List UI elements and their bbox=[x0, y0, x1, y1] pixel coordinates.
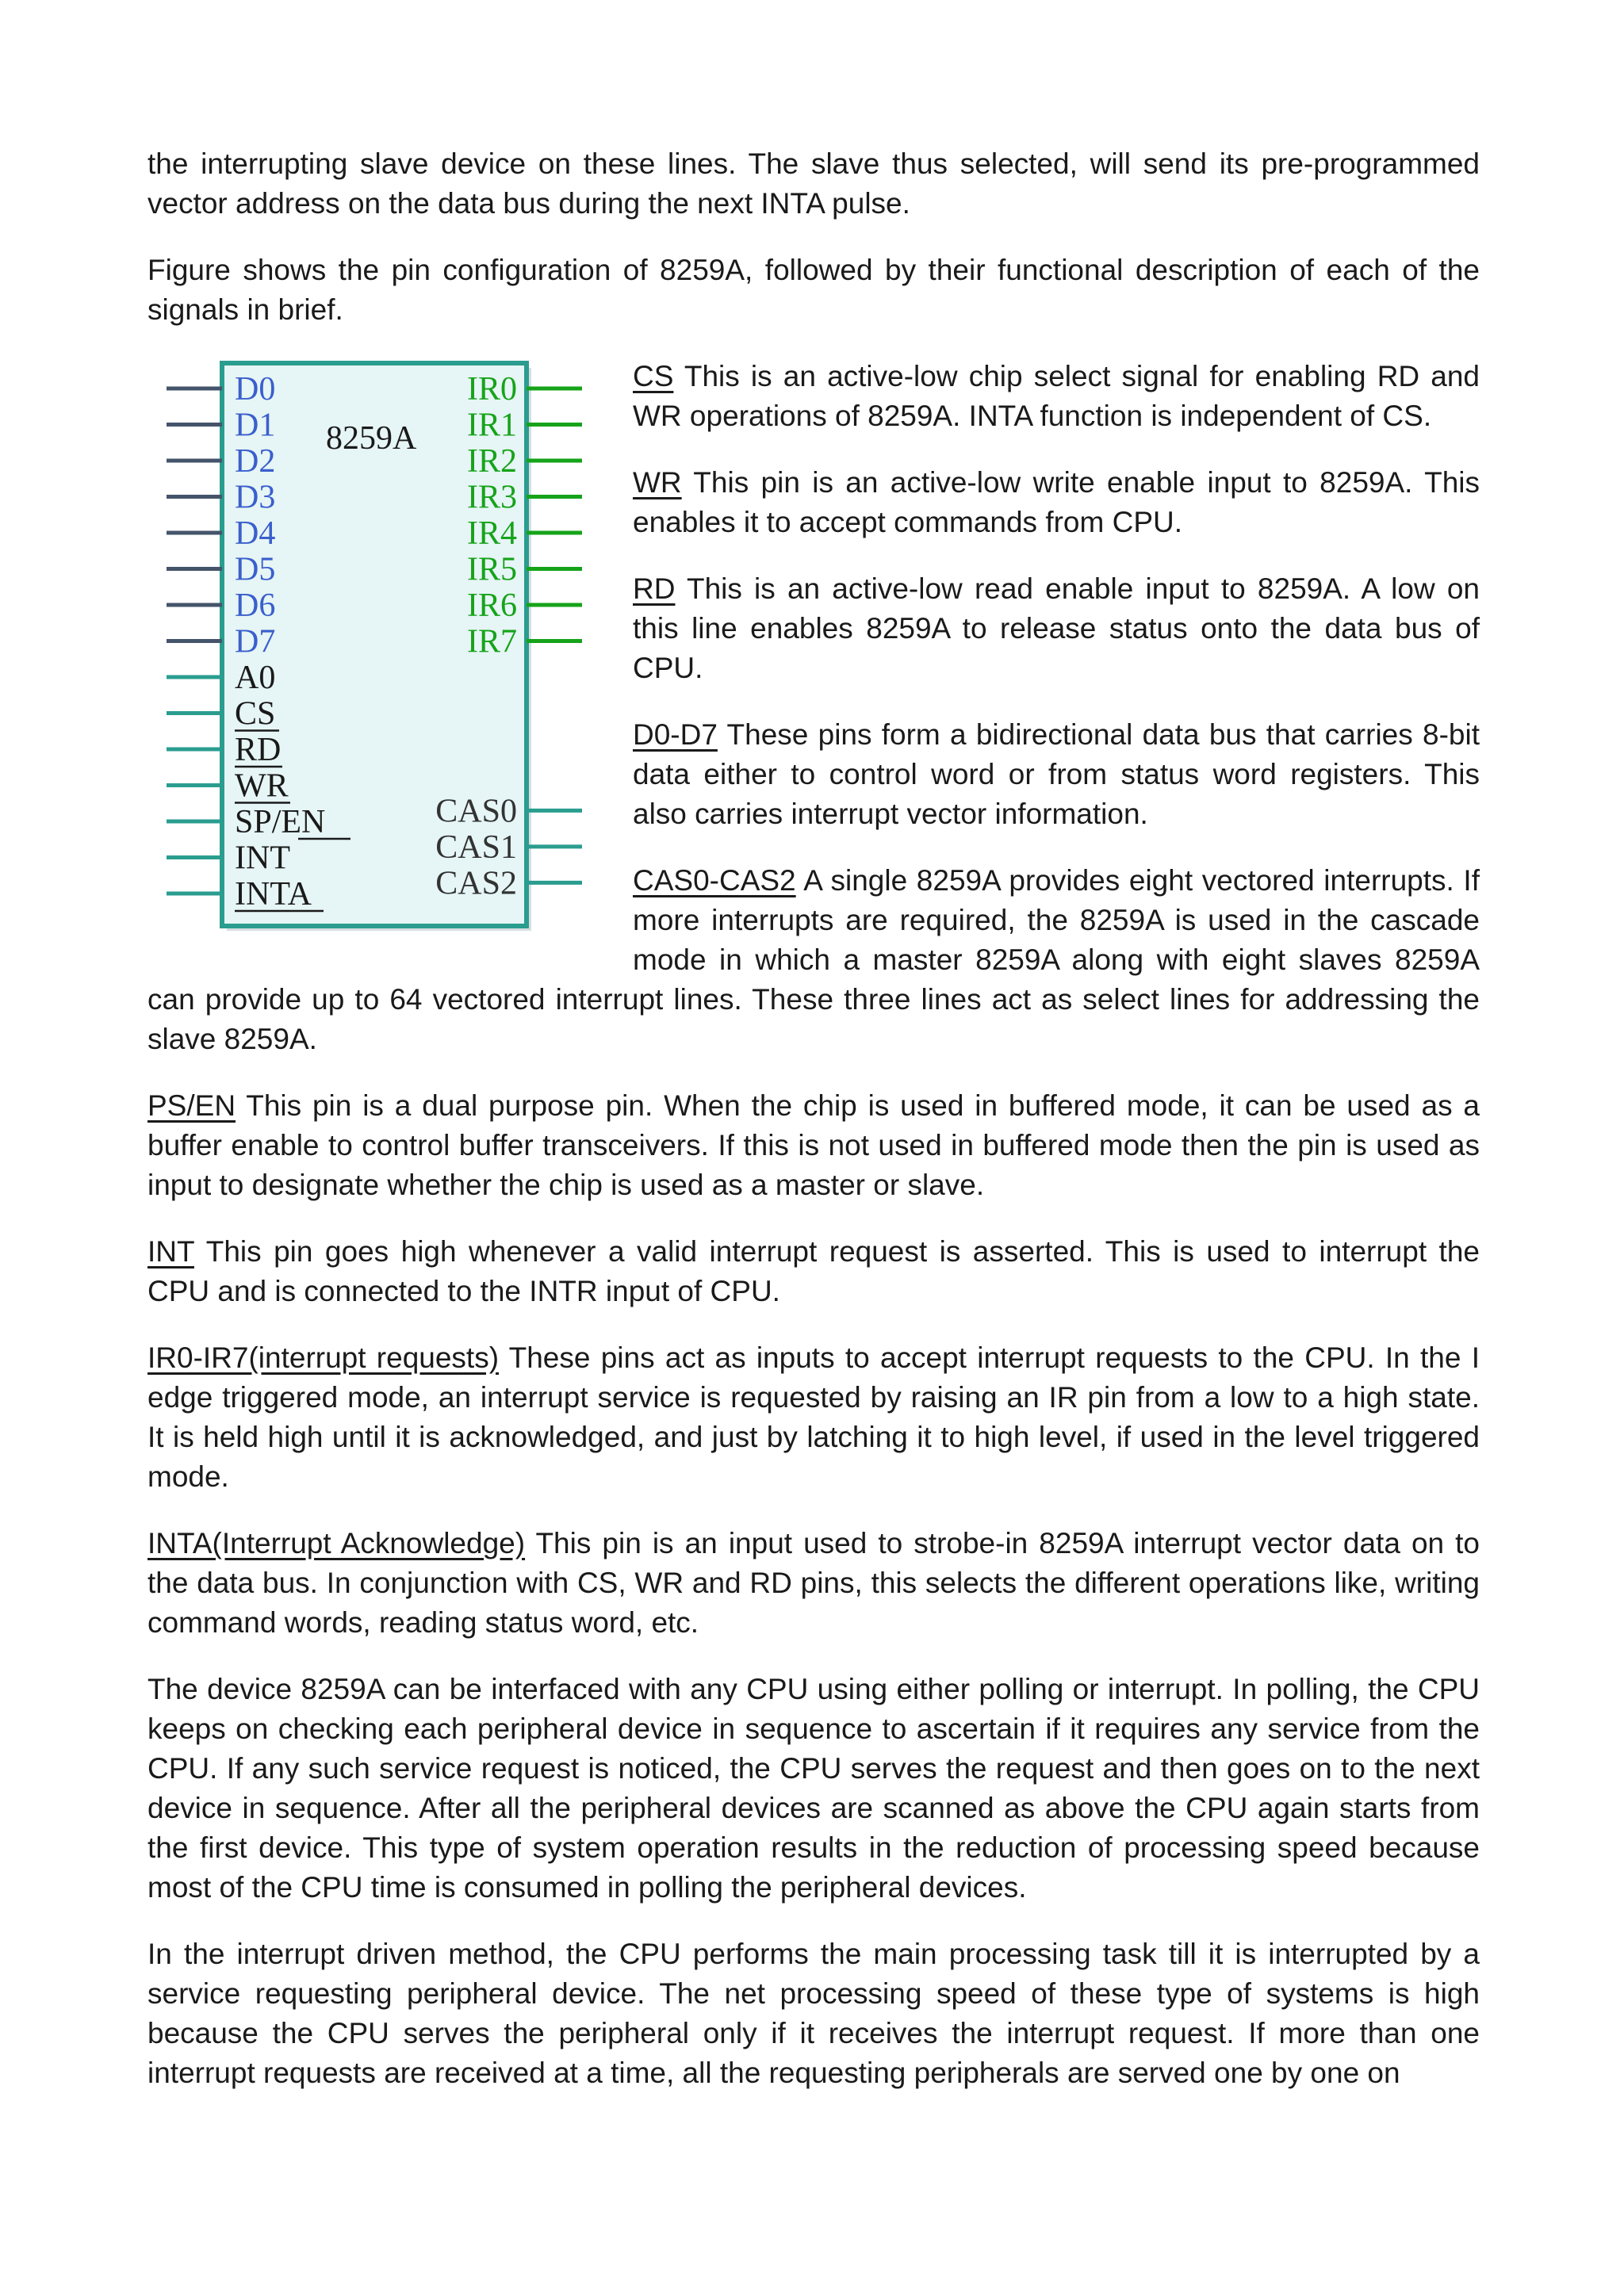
pin-description bbox=[147, 1086, 1480, 1205]
left-pin-label: D5 bbox=[235, 551, 276, 588]
pin-description bbox=[147, 1338, 1480, 1497]
ir-pin-label: IR0 bbox=[467, 371, 517, 408]
left-pin-label: D6 bbox=[235, 587, 276, 624]
pin-term: D0-D7 bbox=[633, 718, 718, 751]
left-pin-label: D0 bbox=[235, 371, 276, 408]
pin-text: A single 8259A provides eight vectored interrupts. If more interrupts are required, the 8259A is used in the cascade mode in which a master 8259A along with eight slaves 8259A can provide up to 64 vectored interrupt lines. These three lines act as select lines for addressing the slave 8259A. bbox=[147, 864, 1480, 1055]
pin-text: This pin is a dual purpose pin. When the chip is used in buffered mode, it can be used as a buffer enable to control buffer transceivers. If this is not used in buffered mode then the pin is used as input to designate whether the chip is used as a master or slave. bbox=[147, 1089, 1480, 1201]
left-pin-label: INTA bbox=[235, 876, 312, 913]
ir-pin-label: IR3 bbox=[467, 479, 517, 516]
ir-pin-label: IR2 bbox=[467, 443, 517, 480]
ir-pin-label: IR7 bbox=[467, 623, 517, 660]
cas-pin-label: CAS2 bbox=[435, 865, 517, 902]
cas-pin-label: CAS0 bbox=[435, 793, 517, 830]
pin-text: This is an active-low chip select signal for enabling RD and WR operations of 8259A. INTA function is independent of CS. bbox=[633, 360, 1480, 432]
chip-name-label: 8259A bbox=[326, 420, 417, 457]
left-pin-label: SP/EN bbox=[235, 804, 326, 840]
left-pin-label: D1 bbox=[235, 407, 276, 444]
pin-term: CAS0-CAS2 bbox=[633, 864, 796, 897]
left-pin-label: A0 bbox=[235, 660, 276, 696]
left-pin-label: D2 bbox=[235, 443, 276, 480]
cas-pin-label: CAS1 bbox=[435, 828, 517, 866]
left-pin-label: D7 bbox=[235, 623, 276, 660]
ir-pin-label: IR5 bbox=[467, 551, 517, 588]
pin-text: These pins act as inputs to accept interrupt requests to the CPU. In the I edge triggered mode, an interrupt service is requested by raising an IR pin from a low to a high state. It is held high until it is acknowledged, and just by latching it to high level, if used in the level triggered mode. bbox=[147, 1341, 1480, 1493]
left-pin-label: INT bbox=[235, 840, 290, 877]
pin-term: IR0-IR7(interrupt requests) bbox=[147, 1341, 500, 1374]
ir-pin-label: IR4 bbox=[467, 515, 517, 552]
pin-term: PS/EN bbox=[147, 1089, 236, 1122]
ir-pin-label: IR6 bbox=[467, 587, 517, 624]
pin-text: This pin is an active-low write enable input to 8259A. This enables it to accept commands from CPU. bbox=[633, 466, 1480, 538]
pin-description bbox=[147, 1524, 1480, 1643]
figure-intro-paragraph: Figure shows the pin configuration of 8259A, followed by their functional description of each of the signals in brief. bbox=[147, 254, 1480, 326]
pin-diagram-figure bbox=[147, 357, 615, 967]
pin-term: INT bbox=[147, 1235, 194, 1268]
pin-term: CS bbox=[633, 360, 674, 392]
pin-term: RD bbox=[633, 572, 676, 605]
pin-text: These pins form a bidirectional data bus that carries 8-bit data either to control word or from status word registers. This also carries interrupt vector information. bbox=[633, 718, 1480, 830]
ir-pin-label: IR1 bbox=[467, 407, 517, 444]
left-pin-label: RD bbox=[235, 732, 282, 768]
left-pin-label: CS bbox=[235, 695, 276, 733]
pin-text: This is an active-low read enable input to 8259A. A low on this line enables 8259A to release status onto the data bus of CPU. bbox=[633, 572, 1480, 684]
polling-paragraph: The device 8259A can be interfaced with any CPU using either polling or interrupt. In polling, the CPU keeps on checking each peripheral device in sequence to ascertain if it requires any service from the CPU. If any such service request is noticed, the CPU serves the request and then goes on to the next device in sequence. After all the peripheral devices are scanned as above the CPU again starts from the first device. This type of system operation results in the reduction of processing speed because most of the CPU time is consumed in polling the peripheral devices. bbox=[147, 1673, 1480, 1904]
chip-8259a-diagram bbox=[147, 357, 615, 967]
pin-term: WR bbox=[633, 466, 682, 499]
interrupt-method-paragraph: In the interrupt driven method, the CPU performs the main processing task till it is interrupted by a service requesting peripheral device. The net processing speed of these type of systems is high because the CPU serves the peripheral only if it receives the interrupt request. If more than one interrupt requests are received at a time, all the requesting peripherals are served one by one on bbox=[147, 1938, 1480, 2089]
left-pin-label: D3 bbox=[235, 479, 276, 516]
document-page bbox=[147, 144, 1480, 2120]
pin-text: This pin goes high whenever a valid interrupt request is asserted. This is used to interrupt the CPU and is connected to the INTR input of CPU. bbox=[147, 1235, 1480, 1307]
left-pin-label: D4 bbox=[235, 515, 276, 552]
pin-description bbox=[147, 1232, 1480, 1311]
left-pin-label: WR bbox=[235, 767, 289, 805]
pin-term: INTA(Interrupt Acknowledge) bbox=[147, 1527, 526, 1559]
intro-paragraph: the interrupting slave device on these lines. The slave thus selected, will send its pre-programmed vector address on the data bus during the next INTA pulse. bbox=[147, 147, 1480, 220]
pin-text: This pin is an input used to strobe-in 8259A interrupt vector data on to the data bus. In conjunction with CS, WR and RD pins, this selects the different operations like, writing command words, reading status word, etc. bbox=[147, 1527, 1480, 1639]
